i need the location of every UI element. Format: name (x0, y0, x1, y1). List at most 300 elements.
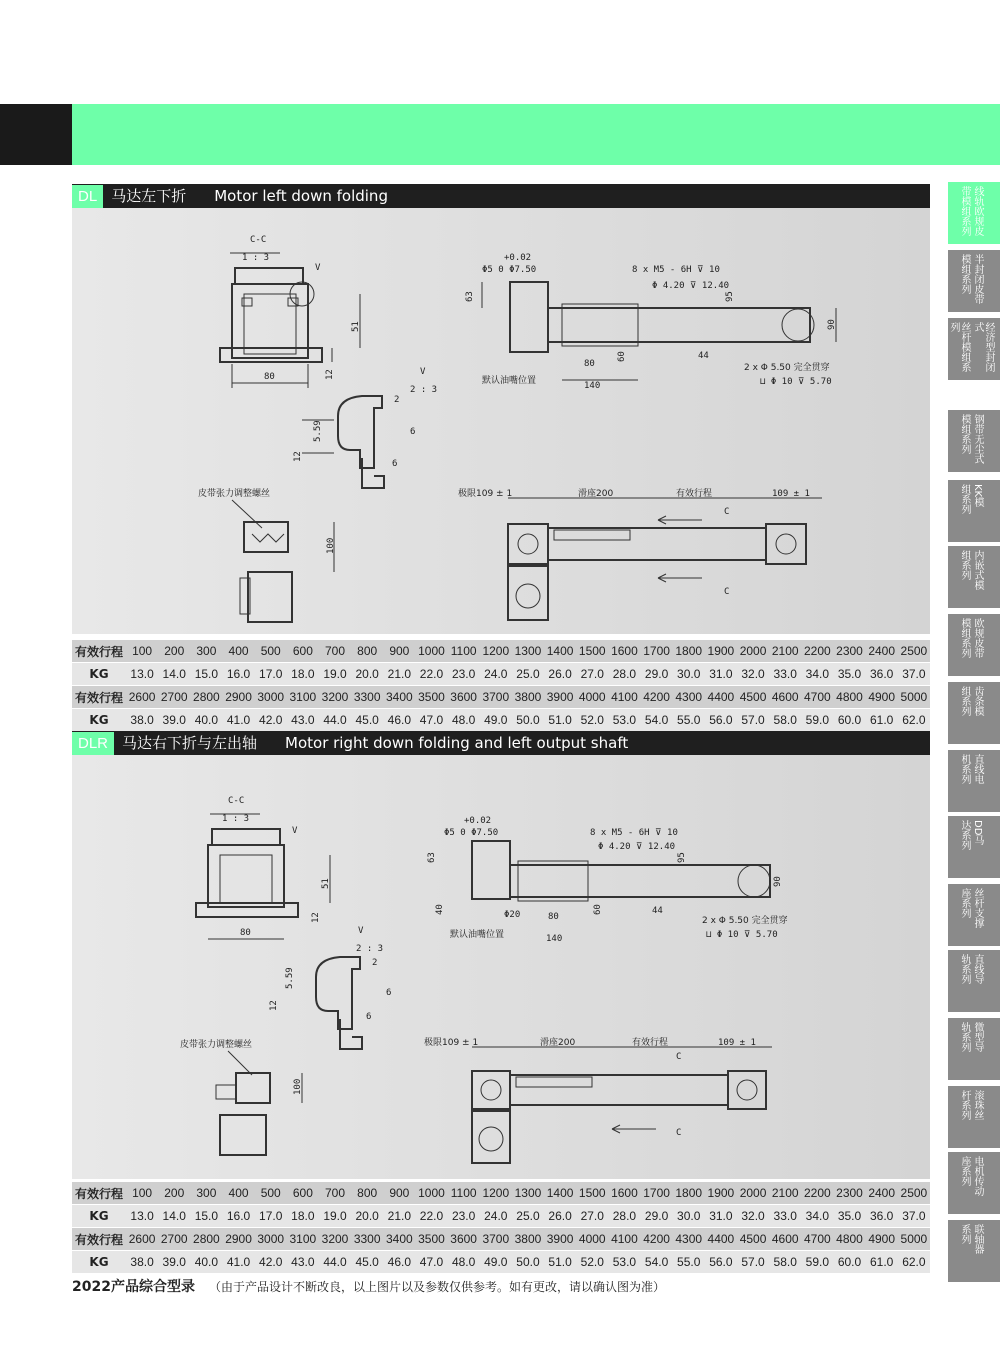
dim-80: 80 (264, 372, 275, 382)
label-thru: 2 x Φ 5.50 完全贯穿 (744, 363, 830, 373)
table-cell: 500 (255, 640, 287, 663)
table-cell: 4600 (769, 686, 801, 709)
label-hole: Φ5 0 Φ7.50 (482, 265, 537, 275)
label-v-detail: V (358, 926, 364, 936)
table-cell: 38.0 (126, 709, 158, 732)
table-cell: 54.0 (641, 1251, 673, 1274)
table-cell: 4000 (576, 686, 608, 709)
table-cell: 45.0 (351, 1251, 383, 1274)
plan-view-top (465, 253, 837, 391)
sidebar-tab-label: 联轴器 (972, 1224, 983, 1254)
table-cell: 1100 (448, 1182, 480, 1205)
table-cell: 100 (126, 640, 158, 663)
label-cbore: ⊔ Φ 10 ⊽ 5.70 (760, 377, 832, 387)
table-cell: 47.0 (415, 1251, 447, 1274)
table-cell: 56.0 (705, 709, 737, 732)
motor-side-view (198, 487, 336, 622)
label-phi420: Φ 4.20 ⊽ 12.40 (652, 281, 730, 291)
table-cell: 2700 (158, 1228, 190, 1251)
dim-5-59: 5.59 (285, 967, 295, 989)
label-109: 109 ± 1 (718, 1038, 756, 1048)
row-label: 有效行程 (72, 1228, 126, 1251)
sidebar-tab-label: 丝杆支撑 (972, 888, 983, 928)
sidebar-tab-label: DD马 (972, 820, 983, 846)
table-cell: 800 (351, 1182, 383, 1205)
table-row (72, 663, 930, 686)
section-title-en: Motor right down folding and left output shaft (285, 734, 629, 752)
table-cell: 15.0 (190, 1205, 222, 1228)
sidebar-tab-label: 线轨欧规皮 (972, 186, 983, 236)
table-cell: 900 (383, 640, 415, 663)
table-cell: 32.0 (737, 1205, 769, 1228)
table-cell: 48.0 (448, 709, 480, 732)
motor-side-view (180, 1038, 303, 1155)
dim-80: 80 (240, 928, 251, 938)
table-cell: 5000 (898, 686, 930, 709)
table-cell: 22.0 (415, 663, 447, 686)
table-cell: 18.0 (287, 1205, 319, 1228)
table-cell: 57.0 (737, 709, 769, 732)
label-v-scale: 2 : 3 (356, 944, 384, 954)
table-cell: 4800 (833, 686, 865, 709)
table-cell: 3300 (351, 1228, 383, 1251)
sidebar-tab[interactable] (948, 1086, 1000, 1148)
row-label: KG (72, 1205, 126, 1228)
label-cc: C-C (250, 235, 267, 245)
sidebar-tab[interactable] (948, 318, 1000, 380)
sidebar-tab-label: 轨系列 (959, 1022, 970, 1052)
dim-80b: 80 (548, 912, 559, 922)
table-cell: 17.0 (255, 1205, 287, 1228)
table-cell: 17.0 (255, 663, 287, 686)
label-c2: C (676, 1128, 682, 1138)
table-cell: 33.0 (769, 663, 801, 686)
table-cell: 900 (383, 1182, 415, 1205)
dim-6: 6 (410, 427, 416, 437)
table-cell: 62.0 (898, 1251, 930, 1274)
table-cell: 3500 (415, 1228, 447, 1251)
sidebar-tab-label: 直线电 (972, 754, 983, 784)
table-cell: 4700 (801, 686, 833, 709)
table-cell: 58.0 (769, 1251, 801, 1274)
dim-12: 12 (325, 369, 335, 380)
table-row (72, 1251, 930, 1274)
sidebar-tab[interactable] (948, 250, 1000, 312)
table-cell: 3500 (415, 686, 447, 709)
dim-80b: 80 (584, 359, 595, 369)
table-cell: 3100 (287, 1228, 319, 1251)
table-cell: 53.0 (608, 709, 640, 732)
table-cell: 27.0 (576, 1205, 608, 1228)
table-cell: 52.0 (576, 1251, 608, 1274)
table-cell: 28.0 (608, 1205, 640, 1228)
table-cell: 56.0 (705, 1251, 737, 1274)
table-cell: 100 (126, 1182, 158, 1205)
label-oil: 默认油嘴位置 (450, 930, 505, 940)
table-cell: 3800 (512, 1228, 544, 1251)
table-cell: 60.0 (833, 709, 865, 732)
table-cell: 23.0 (448, 663, 480, 686)
table-cell: 22.0 (415, 1205, 447, 1228)
table-cell: 41.0 (222, 709, 254, 732)
sidebar-tab-label: 电机传动 (972, 1156, 983, 1196)
table-cell: 57.0 (737, 1251, 769, 1274)
table-cell: 2200 (801, 640, 833, 663)
table-cell: 1400 (544, 1182, 576, 1205)
table-row (72, 1182, 930, 1205)
table-cell: 2900 (222, 1228, 254, 1251)
plan-view-bottom (458, 487, 822, 620)
table-cell: 1700 (641, 1182, 673, 1205)
label-v: V (315, 263, 321, 273)
dim-40: 40 (435, 904, 445, 915)
dim-2: 2 (372, 958, 378, 968)
table-cell: 3000 (255, 1228, 287, 1251)
table-cell: 46.0 (383, 1251, 415, 1274)
table-cell: 4500 (737, 1228, 769, 1251)
table-cell: 50.0 (512, 1251, 544, 1274)
spec-table-dl (72, 640, 930, 732)
label-c1: C (724, 507, 730, 517)
table-cell: 400 (222, 1182, 254, 1205)
table-cell: 29.0 (641, 1205, 673, 1228)
table-cell: 31.0 (705, 1205, 737, 1228)
table-cell: 45.0 (351, 709, 383, 732)
table-cell: 3900 (544, 1228, 576, 1251)
dim-44: 44 (652, 906, 663, 916)
table-cell: 62.0 (898, 709, 930, 732)
label-cc: C-C (228, 796, 245, 806)
sidebar-tab-label: 系列 (959, 1224, 970, 1244)
section-title-en: Motor left down folding (214, 187, 388, 205)
table-cell: 1800 (673, 640, 705, 663)
sidebar-tab-label: 模组系列 (959, 414, 970, 454)
sidebar-tab-label: 滚珠丝 (972, 1090, 983, 1120)
dim-90: 90 (827, 319, 837, 330)
table-cell: 400 (222, 640, 254, 663)
table-cell: 800 (351, 640, 383, 663)
table-cell: 1900 (705, 1182, 737, 1205)
sidebar-tab-label: 钢带无尘式 (972, 414, 983, 464)
row-label: 有效行程 (72, 686, 126, 709)
sidebar-tab[interactable] (948, 480, 1000, 542)
table-cell: 1000 (415, 640, 447, 663)
label-m5: 8 x M5 - 6H ⊽ 10 (590, 828, 678, 838)
table-cell: 1600 (608, 1182, 640, 1205)
table-cell: 200 (158, 1182, 190, 1205)
label-limit: 极限109 ± 1 (424, 1038, 479, 1048)
table-cell: 53.0 (608, 1251, 640, 1274)
table-cell: 700 (319, 1182, 351, 1205)
sidebar-tab[interactable] (948, 410, 1000, 472)
sidebar-tab-label: 轨系列 (959, 954, 970, 984)
section-title-cn: 马达右下折与左出轴 (122, 734, 258, 752)
section-code: DLR (72, 732, 114, 756)
table-cell: 48.0 (448, 1251, 480, 1274)
dim-5-59: 5.59 (313, 420, 323, 442)
sidebar-tab[interactable] (948, 682, 1000, 744)
sidebar-tab-label: 模组系列 (959, 254, 970, 294)
row-label: 有效行程 (72, 1182, 126, 1205)
table-cell: 25.0 (512, 663, 544, 686)
table-cell: 2500 (898, 640, 930, 663)
dim-140: 140 (546, 934, 563, 944)
dim-12: 12 (311, 912, 321, 923)
table-cell: 23.0 (448, 1205, 480, 1228)
table-cell: 4400 (705, 686, 737, 709)
table-cell: 2400 (866, 640, 898, 663)
section-header-dl (72, 184, 930, 208)
dim-12b: 12 (293, 451, 303, 462)
table-cell: 4600 (769, 1228, 801, 1251)
table-cell: 3300 (351, 686, 383, 709)
table-cell: 1300 (512, 1182, 544, 1205)
table-cell: 2600 (126, 686, 158, 709)
dim-51: 51 (321, 878, 331, 889)
table-cell: 1700 (641, 640, 673, 663)
table-cell: 16.0 (222, 1205, 254, 1228)
technical-drawing-dl (72, 208, 930, 634)
sidebar-tab-label: 齿条模 (972, 686, 983, 716)
dim-51: 51 (351, 321, 361, 332)
table-cell: 58.0 (769, 709, 801, 732)
table-cell: 4800 (833, 1228, 865, 1251)
table-cell: 4200 (641, 1228, 673, 1251)
table-cell: 42.0 (255, 1251, 287, 1274)
detail-v-view (293, 367, 437, 488)
dim-6b: 6 (392, 459, 398, 469)
table-cell: 500 (255, 1182, 287, 1205)
dim-140: 140 (584, 381, 601, 391)
table-cell: 15.0 (190, 663, 222, 686)
table-cell: 25.0 (512, 1205, 544, 1228)
detail-v-view (269, 926, 391, 1049)
table-cell: 4300 (673, 1228, 705, 1251)
table-cell: 31.0 (705, 663, 737, 686)
table-cell: 34.0 (801, 1205, 833, 1228)
row-label: 有效行程 (72, 640, 126, 663)
table-cell: 1200 (480, 1182, 512, 1205)
table-cell: 2200 (801, 1182, 833, 1205)
sidebar-tab-label: 达系列 (959, 820, 970, 850)
label-oil: 默认油嘴位置 (482, 376, 537, 386)
table-cell: 50.0 (512, 709, 544, 732)
label-belt-screw: 皮带张力调整螺丝 (198, 489, 271, 499)
table-cell: 300 (190, 640, 222, 663)
table-cell: 3700 (480, 686, 512, 709)
table-cell: 3800 (512, 686, 544, 709)
label-thru: 2 x Φ 5.50 完全贯穿 (702, 916, 788, 926)
table-cell: 19.0 (319, 1205, 351, 1228)
row-label: KG (72, 663, 126, 686)
table-cell: 4700 (801, 1228, 833, 1251)
table-cell: 36.0 (866, 663, 898, 686)
table-cell: 600 (287, 640, 319, 663)
table-cell: 40.0 (190, 709, 222, 732)
table-cell: 13.0 (126, 663, 158, 686)
label-cc-scale: 1 : 3 (242, 253, 270, 263)
table-cell: 54.0 (641, 709, 673, 732)
catalog-title: 2022产品综合型录 (72, 1279, 195, 1295)
label-slider: 滑座200 (540, 1038, 576, 1048)
label-c1: C (676, 1052, 682, 1062)
table-cell: 5000 (898, 1228, 930, 1251)
table-row (72, 640, 930, 663)
table-cell: 1600 (608, 640, 640, 663)
table-cell: 61.0 (866, 1251, 898, 1274)
sidebar-tab[interactable] (948, 1018, 1000, 1080)
sidebar-tab-label: 微型导 (972, 1022, 983, 1052)
table-cell: 26.0 (544, 663, 576, 686)
label-109: 109 ± 1 (772, 489, 810, 499)
sidebar-tab[interactable] (948, 750, 1000, 812)
table-cell: 52.0 (576, 709, 608, 732)
sidebar-tab-label: 经济型封闭式 (972, 322, 994, 372)
table-cell: 3100 (287, 686, 319, 709)
table-cell: 33.0 (769, 1205, 801, 1228)
sidebar-tab-label: 模组系列 (959, 618, 970, 658)
label-stroke: 有效行程 (632, 1038, 669, 1048)
dim-100: 100 (326, 537, 336, 554)
sidebar-tab[interactable] (948, 546, 1000, 608)
table-cell: 47.0 (415, 709, 447, 732)
table-cell: 55.0 (673, 1251, 705, 1274)
table-cell: 4100 (608, 686, 640, 709)
label-m5: 8 x M5 - 6H ⊽ 10 (632, 265, 720, 275)
table-cell: 61.0 (866, 709, 898, 732)
table-cell: 2700 (158, 686, 190, 709)
table-cell: 16.0 (222, 663, 254, 686)
dim-100: 100 (293, 1078, 303, 1095)
table-cell: 4500 (737, 686, 769, 709)
label-belt-screw: 皮带张力调整螺丝 (180, 1040, 253, 1050)
table-cell: 34.0 (801, 663, 833, 686)
dim-60: 60 (593, 904, 603, 915)
sidebar-tab[interactable] (948, 1152, 1000, 1214)
table-cell: 21.0 (383, 663, 415, 686)
table-cell: 35.0 (833, 663, 865, 686)
label-c2: C (724, 587, 730, 597)
table-cell: 2800 (190, 686, 222, 709)
table-cell: 4200 (641, 686, 673, 709)
table-cell: 14.0 (158, 1205, 190, 1228)
dim-44: 44 (698, 351, 709, 361)
section-code: DL (72, 185, 103, 209)
table-cell: 4300 (673, 686, 705, 709)
dim-63: 63 (465, 291, 475, 302)
table-cell: 4900 (866, 1228, 898, 1251)
table-cell: 1500 (576, 640, 608, 663)
sidebar-tab-label: KK模 (972, 484, 983, 508)
dim-95: 95 (677, 852, 687, 863)
table-cell: 600 (287, 1182, 319, 1205)
sidebar-tab[interactable] (948, 182, 1000, 244)
table-cell: 55.0 (673, 709, 705, 732)
table-cell: 1100 (448, 640, 480, 663)
table-cell: 20.0 (351, 1205, 383, 1228)
table-cell: 38.0 (126, 1251, 158, 1274)
table-cell: 29.0 (641, 663, 673, 686)
table-cell: 2000 (737, 1182, 769, 1205)
sidebar-tab-label: 内嵌式模 (972, 550, 983, 590)
table-cell: 24.0 (480, 663, 512, 686)
sidebar-tab-label: 欧规皮带 (972, 618, 983, 658)
section-cc-view (196, 796, 331, 939)
table-cell: 39.0 (158, 709, 190, 732)
label-slider: 滑座200 (578, 489, 614, 499)
table-cell: 19.0 (319, 663, 351, 686)
table-cell: 44.0 (319, 709, 351, 732)
sidebar-tab-label: 座系列 (959, 1156, 970, 1186)
table-cell: 60.0 (833, 1251, 865, 1274)
sidebar-tab[interactable] (948, 1220, 1000, 1282)
table-cell: 2500 (898, 1182, 930, 1205)
label-limit: 极限109 ± 1 (458, 489, 513, 499)
table-cell: 43.0 (287, 709, 319, 732)
table-cell: 43.0 (287, 1251, 319, 1274)
sidebar-tab-label: 半封闭皮带 (972, 254, 983, 304)
label-v-scale: 2 : 3 (410, 385, 438, 395)
table-cell: 1300 (512, 640, 544, 663)
table-row (72, 1228, 930, 1251)
table-cell: 3600 (448, 686, 480, 709)
label-v: V (292, 826, 298, 836)
table-cell: 2100 (769, 1182, 801, 1205)
sidebar-tab-label: 组系列 (959, 484, 970, 514)
table-cell: 14.0 (158, 663, 190, 686)
sidebar-tab[interactable] (948, 816, 1000, 878)
table-cell: 40.0 (190, 1251, 222, 1274)
table-cell: 39.0 (158, 1251, 190, 1274)
table-cell: 32.0 (737, 663, 769, 686)
dim-95: 95 (725, 291, 735, 302)
table-cell: 1400 (544, 640, 576, 663)
table-cell: 700 (319, 640, 351, 663)
sidebar-tab-label: 机系列 (959, 754, 970, 784)
sidebar-tab[interactable] (948, 884, 1000, 946)
spec-table-dlr (72, 1182, 930, 1274)
sidebar-tab[interactable] (948, 614, 1000, 676)
table-cell: 13.0 (126, 1205, 158, 1228)
table-cell: 18.0 (287, 663, 319, 686)
table-cell: 27.0 (576, 663, 608, 686)
label-tol: +0.02 (504, 253, 532, 263)
section-title-cn: 马达左下折 (111, 187, 187, 205)
table-cell: 30.0 (673, 1205, 705, 1228)
table-cell: 21.0 (383, 1205, 415, 1228)
top-banner (0, 104, 1000, 165)
table-cell: 46.0 (383, 709, 415, 732)
table-cell: 2800 (190, 1228, 222, 1251)
dim-63: 63 (427, 852, 437, 863)
row-label: KG (72, 709, 126, 732)
table-cell: 3200 (319, 1228, 351, 1251)
table-cell: 1000 (415, 1182, 447, 1205)
table-cell: 24.0 (480, 1205, 512, 1228)
table-cell: 3400 (383, 1228, 415, 1251)
dim-6: 6 (386, 988, 392, 998)
dim-2: 2 (394, 395, 400, 405)
sidebar-tab[interactable] (948, 950, 1000, 1012)
section-header-dlr (72, 731, 930, 755)
sidebar-tab-label: 杆系列 (959, 1090, 970, 1120)
row-label: KG (72, 1251, 126, 1274)
sidebar-tab-label: 组系列 (959, 550, 970, 580)
table-cell: 30.0 (673, 663, 705, 686)
table-cell: 1800 (673, 1182, 705, 1205)
table-cell: 4900 (866, 686, 898, 709)
table-cell: 20.0 (351, 663, 383, 686)
